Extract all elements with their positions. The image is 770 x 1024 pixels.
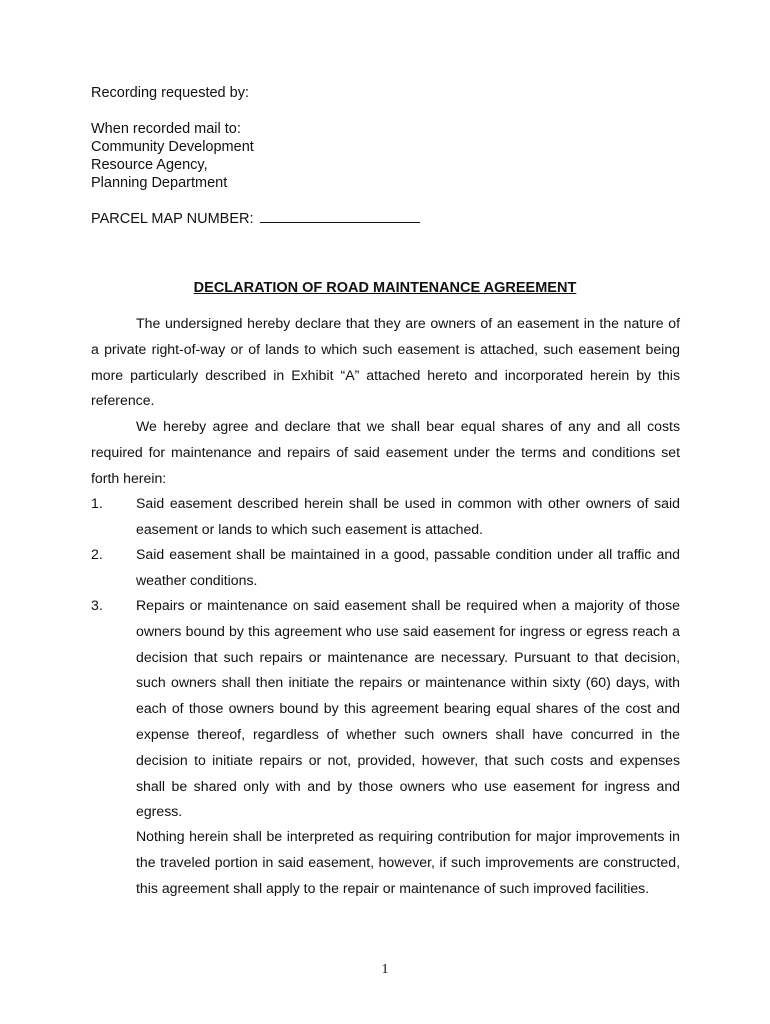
page-number: 1 <box>381 962 389 977</box>
parcel-map-line <box>91 209 420 228</box>
paragraph-equal-shares: We hereby agree and declare that we shall bear equal shares of any and all costs required for maintenance and repairs of said easement under the terms and conditions set forth herein: <box>91 418 680 486</box>
item-3-continuation: Nothing herein shall be interpreted as requiring contribution for major improvements in the traveled portion in said easement, however, if such improvements are constructed, this agreement shall apply to the repair or maintenance of such improved facilities. <box>136 828 680 896</box>
document-title: DECLARATION OF ROAD MAINTENANCE AGREEMENT <box>193 280 577 296</box>
item-3-number: 3. <box>91 597 103 613</box>
item-1-number: 1. <box>91 495 103 511</box>
org-line-1: Community Development <box>91 139 254 155</box>
recording-requested-label: Recording requested by: <box>91 85 249 101</box>
item-3-text: Repairs or maintenance on said easement shall be required when a majority of those owners bound by this agreement who use said easement for ingress or egress reach a decision that such repairs or maintenance are necessary. Pursuant to that decision, such owners shall then initiate the repairs or maintenance within sixty (60) days, with each of those owners bound by this agreement bearing equal shares of the cost and expense thereof, regardless of whether such owners shall have concurred in the decision to initiate repairs or not, provided, however, that such costs and expenses shall be shared only with and by those owners who use easement for ingress and egress. <box>136 597 680 820</box>
org-line-3: Planning Department <box>91 175 228 191</box>
parcel-map-label: PARCEL MAP NUMBER: <box>91 211 254 227</box>
item-1-text: Said easement described herein shall be used in common with other owners of said easement or lands to which such easement is attached. <box>136 495 680 537</box>
paragraph-easement-declaration: The undersigned hereby declare that they are owners of an easement in the nature of a private right-of-way or of lands to which such easement is attached, such easement being more particularly described in Exhibit “A” attached hereto and incorporated herein by this reference. <box>91 315 680 409</box>
item-2-number: 2. <box>91 546 103 562</box>
parcel-map-number-blank <box>260 209 420 223</box>
item-2-text: Said easement shall be maintained in a good, passable condition under all traffic and weather conditions. <box>136 546 680 588</box>
mail-to-label: When recorded mail to: <box>91 121 241 137</box>
org-line-2: Resource Agency, <box>91 157 208 173</box>
